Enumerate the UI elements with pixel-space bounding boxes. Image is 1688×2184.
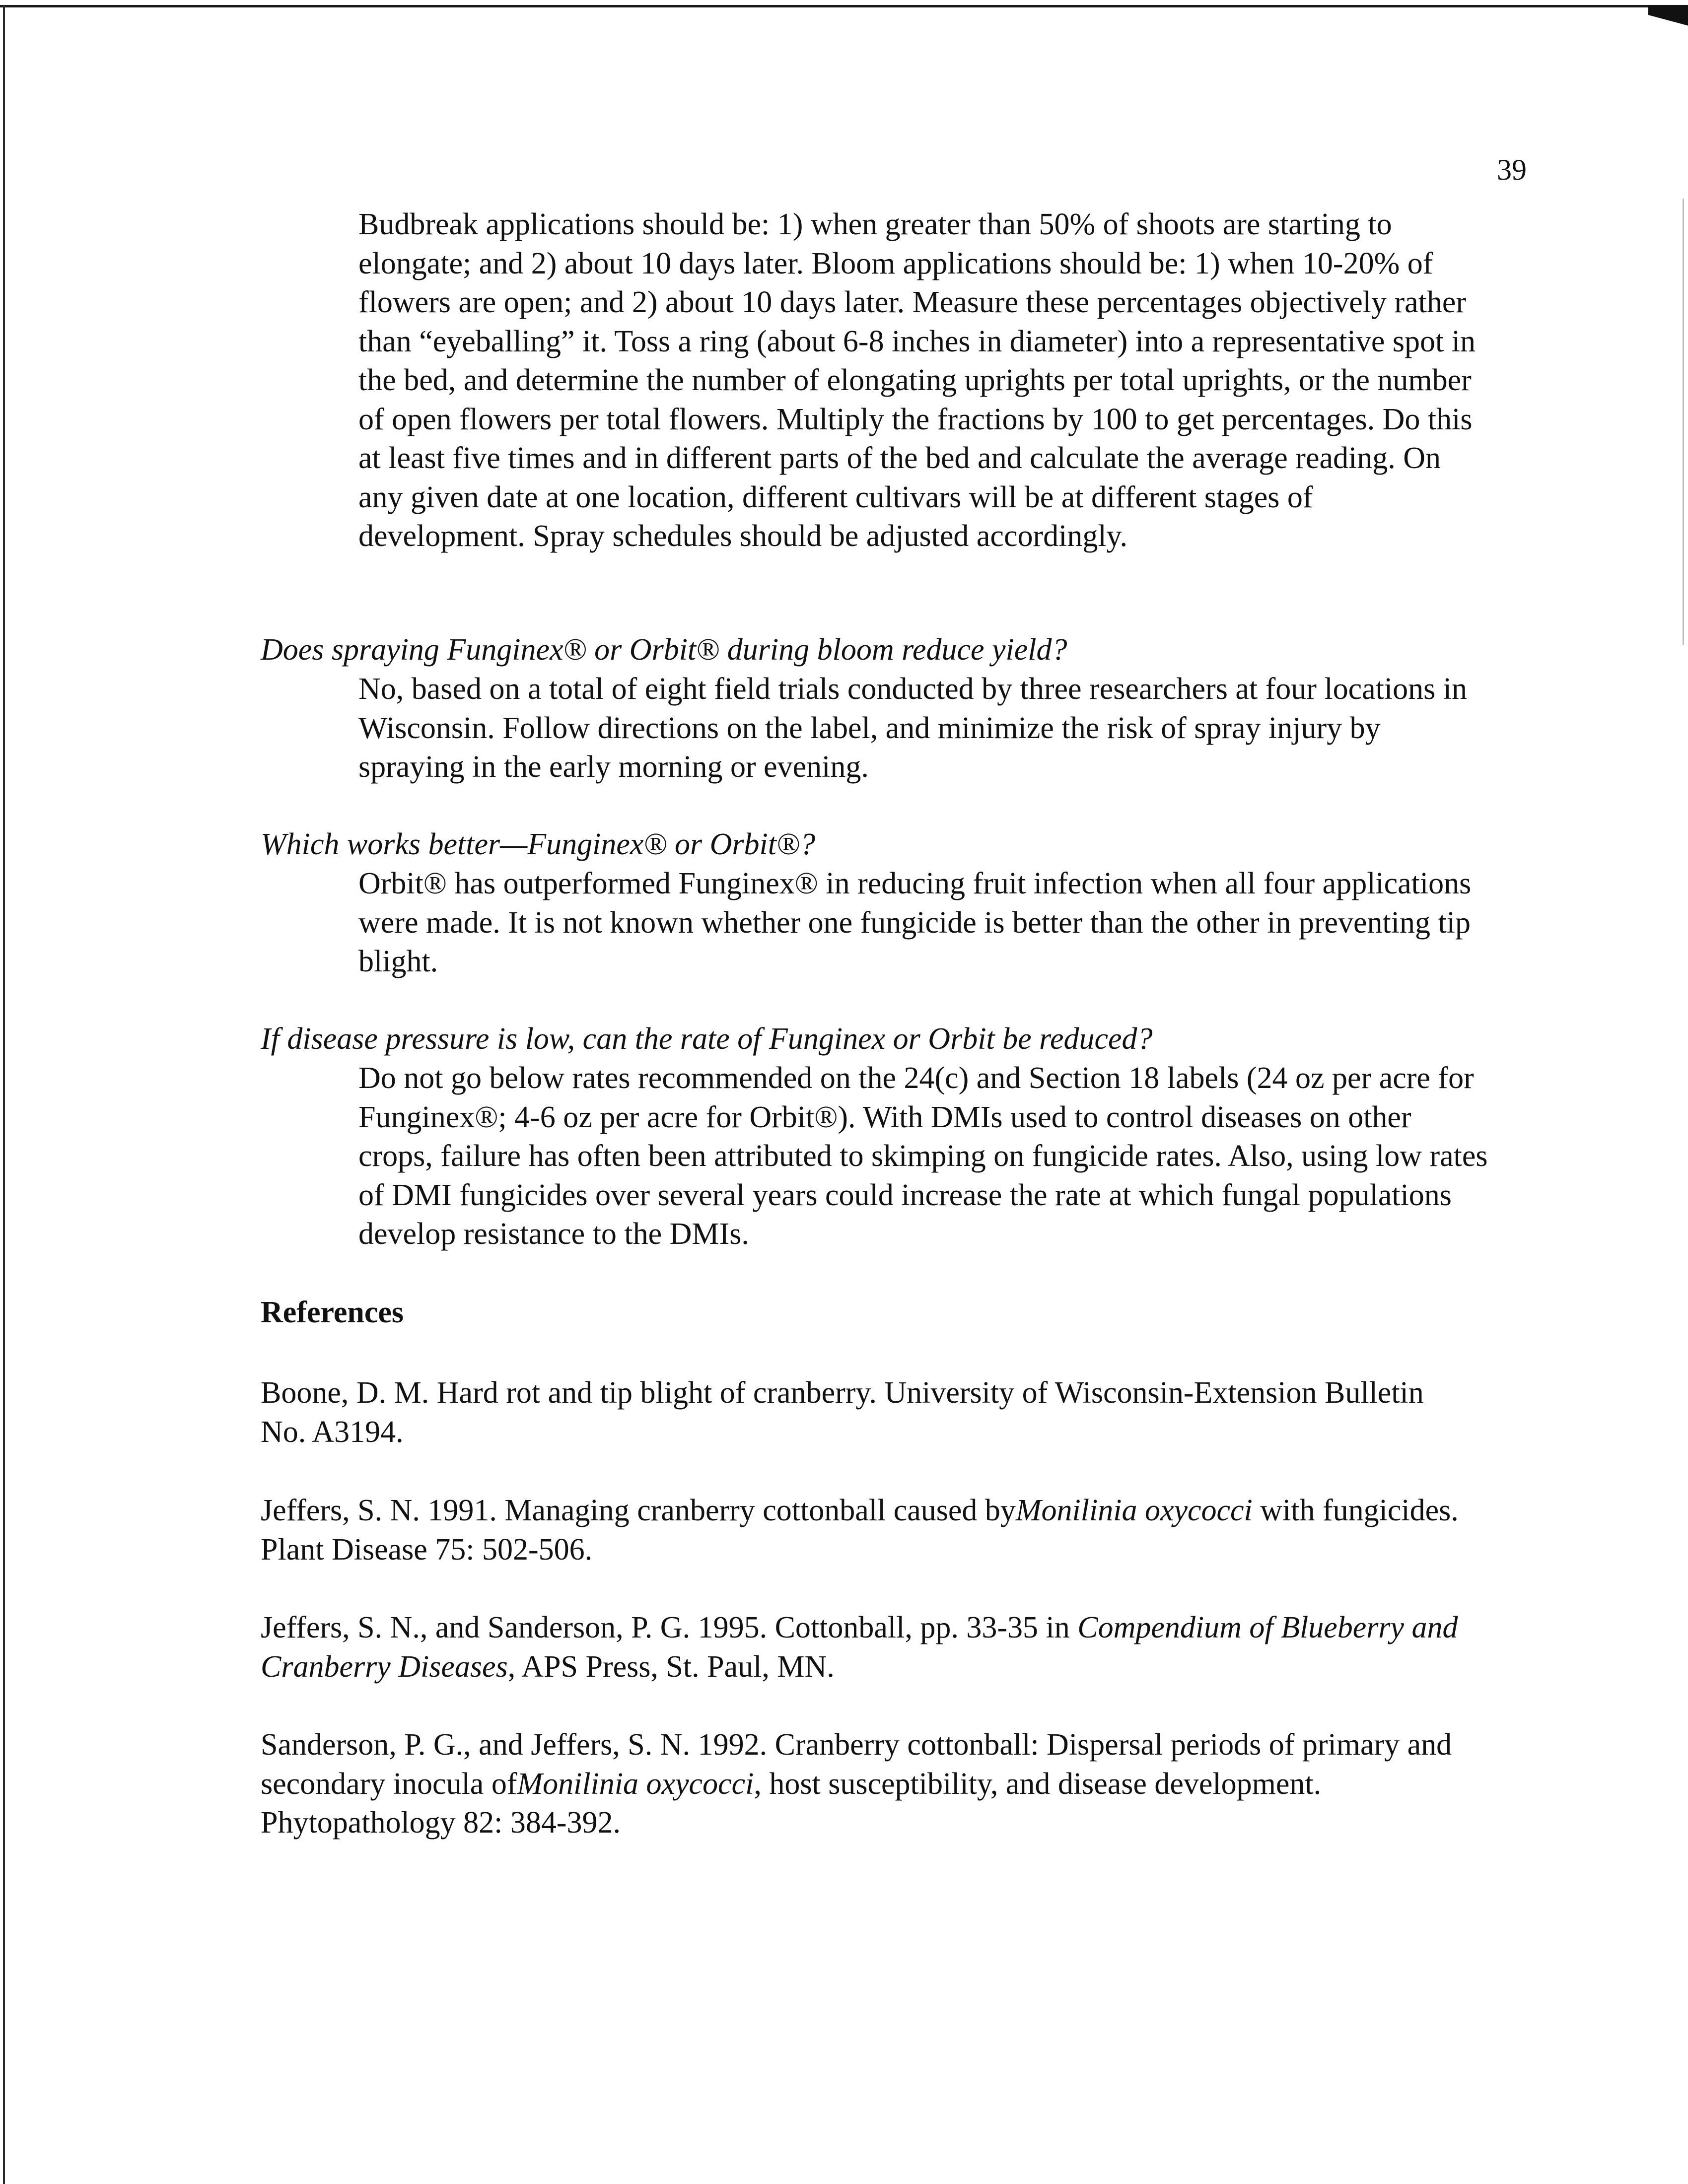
references-heading: References: [261, 1296, 404, 1329]
reference-text: Sanderson, P. G., and Jeffers, S. N. 1992. Cranberry cottonball: Dispersal periods of primary and secondary inocula of: [261, 1728, 1452, 1801]
reference-italic-title: Monilinia oxycocci: [1015, 1494, 1253, 1527]
reference-jeffers-sanderson-1995: [261, 1608, 1462, 1686]
reference-jeffers-1991: [261, 1491, 1462, 1569]
reference-boone: Boone, D. M. Hard rot and tip blight of cranberry. University of Wisconsin-Extension Bulletin No. A3194.: [261, 1376, 1424, 1449]
faq-answer-which-better: Orbit® has outperformed Funginex® in reducing fruit infection when all four applications were made. It is not known whether one fungicide is better than the other in preventing tip blight.: [358, 867, 1472, 978]
reference-text: Jeffers, S. N., and Sanderson, P. G. 1995. Cottonball, pp. 33-35 in: [261, 1611, 1078, 1644]
reference-italic-title: Monilinia oxycocci: [517, 1767, 754, 1801]
reference-sanderson-jeffers-1992: [261, 1725, 1462, 1843]
faq-answer-reduce-rate: Do not go below rates recommended on the 24(c) and Section 18 labels (24 oz per acre for Funginex®; 4-6 oz per acre for Orbit®). With DMIs used to control diseases on other crops, failure has often been attributed to skimping on fungicide rates. Also, using low rates of DMI fungicides over several years could increase the rate at which fungal populations develop resistance to the DMIs.: [358, 1061, 1488, 1251]
faq-question-bloom-yield: Does spraying Funginex® or Orbit® during bloom reduce yield?: [261, 633, 1067, 667]
reference-text: with fungicides. Plant Disease 75: 502-506.: [261, 1494, 1459, 1567]
reference-text: Jeffers, S. N. 1991. Managing cranberry cottonball caused by: [261, 1494, 1016, 1527]
intro-paragraph: Budbreak applications should be: 1) when greater than 50% of shoots are starting to elongate; and 2) about 10 days later. Bloom applications should be: 1) when 10-20% of flowers are open; and 2) about 10 days later. Measure these percentages objectively rather than “eyeballing” it. Toss a ring (about 6-8 inches in diameter) into a representative spot in the bed, and determine the number of elongating uprights per total uprights, or the number of open flowers per total flowers. Multiply the fractions by 100 to get percentages. Do this at least five times and in different parts of the bed and calculate the average reading. On any given date at one location, different cultivars will be at different stages of development. Spray schedules should be adjusted accordingly.: [358, 207, 1476, 553]
faq-answer-bloom-yield: No, based on a total of eight field trials conducted by three researchers at four locations in Wisconsin. Follow directions on the label, and minimize the risk of spray injury by spraying in the early morning or evening.: [358, 672, 1467, 784]
scan-edge-right: [1683, 199, 1684, 645]
scan-edge-top: [0, 5, 1653, 7]
faq-question-reduce-rate: If disease pressure is low, can the rate of Funginex or Orbit be reduced?: [261, 1022, 1153, 1056]
page-number: 39: [1497, 153, 1527, 186]
scan-edge-left: [3, 5, 5, 2184]
faq-question-which-better: Which works better—Funginex® or Orbit®?: [261, 827, 816, 861]
scan-corner-fold: [1648, 5, 1688, 40]
reference-text: , APS Press, St. Paul, MN.: [507, 1649, 835, 1684]
reference-text: , host susceptibility, and disease development. Phytopathology 82: 384-392.: [261, 1767, 1322, 1840]
reference-italic-title: Compendium of Blueberry and Cranberry Diseases: [261, 1611, 1458, 1684]
